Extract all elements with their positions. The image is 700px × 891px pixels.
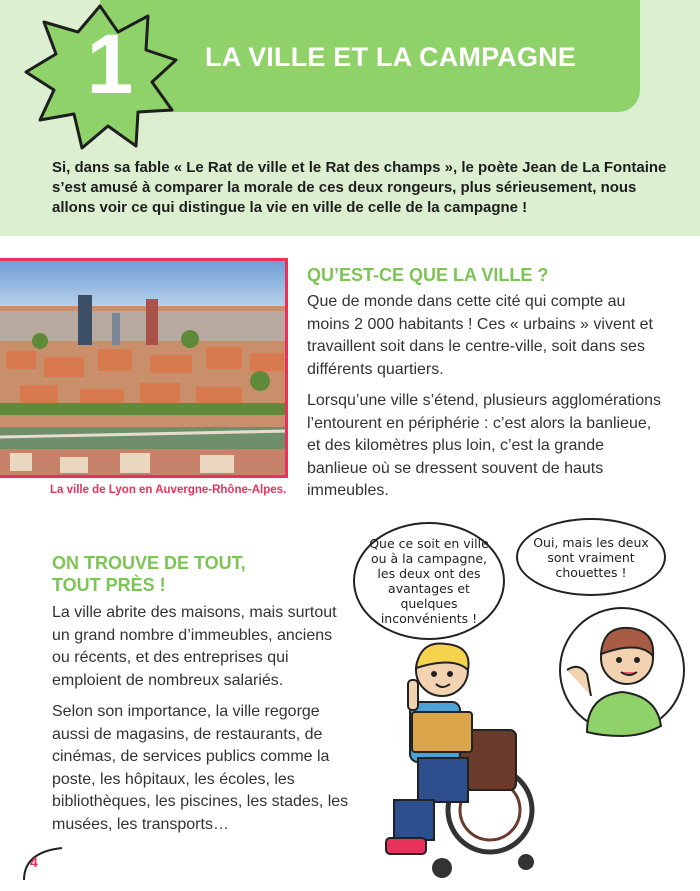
paragraph: Que de monde dans cette cité qui compte au moins 2 000 habitants ! Ces « urbains » vivent et travaillent soit dans le centre-ville, soit dans ses différents quartiers. [307, 293, 653, 378]
friend-avatar-illustration [557, 600, 687, 740]
heading-line: ON TROUVE DE TOUT, [52, 553, 246, 573]
section-tout-body [52, 602, 352, 836]
section-heading-ville: QU’EST-CE QUE LA VILLE ? [307, 265, 549, 285]
paragraph: La ville abrite des maisons, mais surtout un grand nombre d’immeubles, anciens ou récents, et des entreprises qui emploient de nombreux salariés. [52, 604, 337, 689]
speech-text: Que ce soit en ville ou à la campagne, les deux ont des avantages et quelques inconvénients ! [369, 536, 489, 626]
paragraph: Lorsqu’une ville s’étend, plusieurs agglomérations l’entourent en périphérie : c’est alors la banlieue, et des kilomètres plus loin, c’est la grande banlieue où se dressent souvent de hauts immeubles. [307, 392, 661, 499]
heading-line: TOUT PRÈS ! [52, 575, 166, 595]
speech-bubble-friend [516, 518, 666, 596]
chapter-number: 1 [86, 17, 134, 111]
lyon-city-photo [0, 258, 288, 478]
page-number: 4 [30, 854, 38, 870]
section-ville-body [307, 291, 667, 503]
photo-caption: La ville de Lyon en Auvergne-Rhône-Alpes. [50, 484, 287, 496]
section-heading-tout [52, 552, 312, 596]
speech-text: Oui, mais les deux sont vraiment chouettes ! [533, 534, 649, 580]
paragraph: Selon son importance, la ville regorge aussi de magasins, de restaurants, de cinémas, de services publics comme la poste, les hôpitaux, les écoles, les bibliothèques, les piscines, les stades, les musées, les transports… [52, 703, 349, 833]
chapter-title: LA VILLE ET LA CAMPAGNE [205, 42, 577, 72]
kid-in-wheelchair-illustration [350, 640, 550, 885]
speech-bubble-kid [353, 522, 505, 640]
intro-paragraph: Si, dans sa fable « Le Rat de ville et le Rat des champs », le poète Jean de La Fontaine s’est amusé à comparer la morale de ces deux rongeurs, plus sérieusement, nous allons voir ce qui distingue la vie en ville de celle de la campagne ! [52, 159, 667, 216]
